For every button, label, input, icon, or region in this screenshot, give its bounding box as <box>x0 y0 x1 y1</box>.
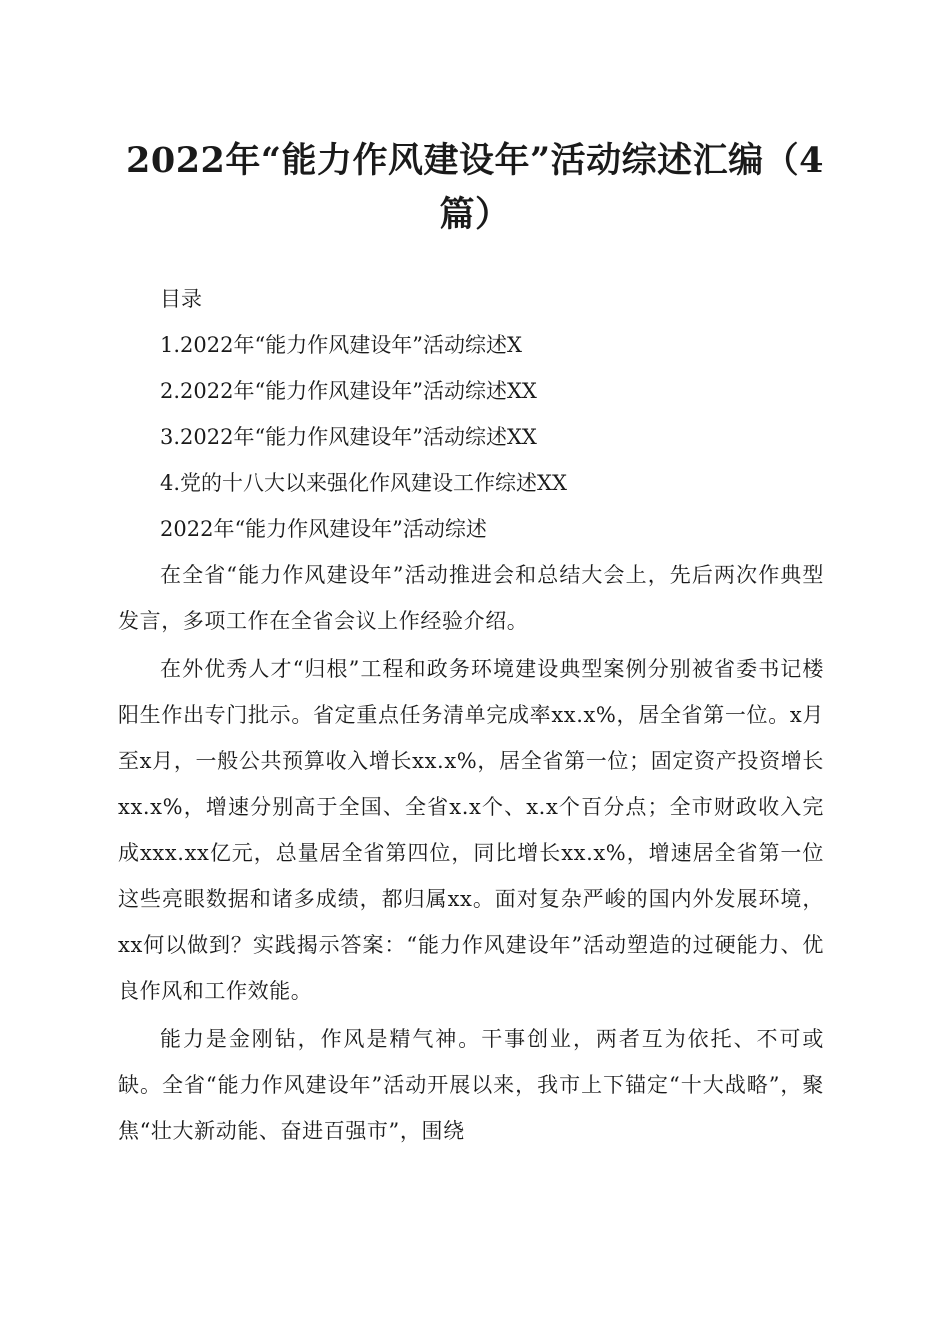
toc-item: 2.2022年“能力作风建设年”活动综述XX <box>160 379 537 403</box>
toc-item: 1.2022年“能力作风建设年”活动综述X <box>160 333 522 357</box>
section-heading: 2022年“能力作风建设年”活动综述 <box>160 517 487 541</box>
toc-item: 4.党的十八大以来强化作风建设工作综述XX <box>160 471 567 495</box>
toc-item: 3.2022年“能力作风建设年”活动综述XX <box>160 425 537 449</box>
document-body <box>118 276 824 1154</box>
body-paragraph: 在外优秀人才“归根”工程和政务环境建设典型案例分别被省委书记楼阳生作出专门批示。省定重点任务清单完成率xx.x%，居全省第一位。x月至x月，一般公共预算收入增长xx.x%，居全省第一位；固定资产投资增长xx.x%，增速分别高于全国、全省x.x个、x.x个百分点；全市财政收入完成xxx.xx亿元，总量居全省第四位，同比增长xx.x%，增速居全省第一位这些亮眼数据和诸多成绩，都归属xx。面对复杂严峻的国内外发展环境，xx何以做到？实践揭示答案：“能力作风建设年”活动塑造的过硬能力、优良作风和工作效能。 <box>118 657 824 1003</box>
body-paragraph: 在全省“能力作风建设年”活动推进会和总结大会上，先后两次作典型发言，多项工作在全省会议上作经验介绍。 <box>118 563 824 633</box>
body-paragraph: 能力是金刚钻，作风是精气神。干事创业，两者互为依托、不可或缺。全省“能力作风建设年”活动开展以来，我市上下锚定“十大战略”，聚焦“壮大新动能、奋进百强市”，围绕 <box>118 1027 824 1143</box>
document-title: 2022年“能力作风建设年”活动综述汇编（4篇） <box>125 140 825 235</box>
toc-heading: 目录 <box>160 287 202 311</box>
